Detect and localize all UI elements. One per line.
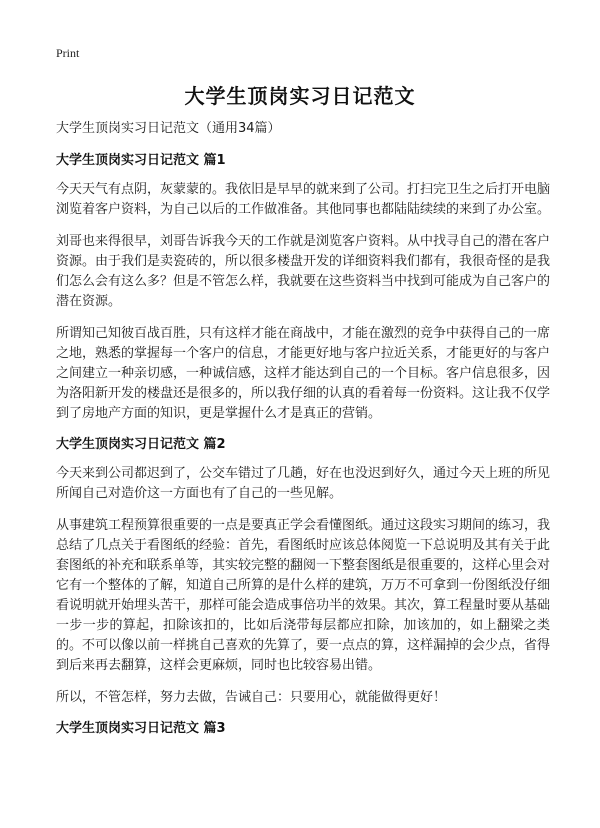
- paragraph: 所谓知己知彼百战百胜，只有这样才能在商战中，才能在激烈的竞争中获得自己的一席之地，熟悉的掌握每一个客户的信息，才能更好地与客户拉近关系，才能更好的与客户之间建立一种亲切感，一种诚信感，这样才能达到自己的一个目标。客户信息很多，因为洛阳新开发的楼盘还是很多的，所以我仔细的认真的看着每一份资料。这让我不仅学到了房地产方面的知识，更是掌握什么才是真正的营销。: [56, 326, 551, 421]
- paragraph: 所以，不管怎样，努力去做，告诫自己：只要用心，就能做得更好！: [56, 690, 447, 705]
- document-subtitle: 大学生顶岗实习日记范文（通用34篇）: [56, 121, 281, 136]
- section-heading-3: 大学生顶岗实习日记范文 篇3: [56, 721, 226, 736]
- document-body: [56, 120, 550, 748]
- section-heading-2: 大学生顶岗实习日记范文 篇2: [56, 437, 226, 452]
- paragraph: 今天天气有点阴，灰蒙蒙的。我依旧是早早的就来到了公司。打扫完卫生之后打开电脑浏览着客户资料，为自己以后的工作做准备。其他同事也都陆陆续续的来到了办公室。: [56, 182, 551, 217]
- print-label: Print: [56, 46, 80, 60]
- page-title: 大学生顶岗实习日记范文: [184, 84, 416, 108]
- section-heading-1: 大学生顶岗实习日记范文 篇1: [56, 153, 226, 168]
- paragraph: 今天来到公司都迟到了，公交车错过了几趟，好在也没迟到好久，通过今天上班的所见所闻自己对造价这一方面也有了自己的一些见解。: [56, 466, 551, 501]
- paragraph: 从事建筑工程预算很重要的一点是要真正学会看懂图纸。通过这段实习期间的练习，我总结了几点关于看图纸的经验：首先，看图纸时应该总体阅览一下总说明及其有关于此套图纸的补充和联系单等，其实较完整的翻阅一下整套图纸是很重要的，这样心里会对它有一个整体的了解，知道自己所算的是什么样的建筑，万万不可拿到一份图纸没仔细看说明就开始埋头苦干，那样可能会造成事倍功半的效果。其次，算工程量时要从基础一步一步的算起，扣除该扣的，比如后浇带每层都应扣除，加该加的，如上翻梁之类的。不可以像以前一样挑自己喜欢的先算了，要一点点的算，这样漏掉的会少点，省得到后来再去翻算，这样会更麻烦，同时也比较容易出错。: [56, 518, 551, 673]
- paragraph: 刘哥也来得很早，刘哥告诉我今天的工作就是浏览客户资料。从中找寻自己的潜在客户资源。由于我们是卖瓷砖的，所以很多楼盘开发的详细资料我们都有，我很奇怪的是我们怎么会有这么多？但是不管怎么样，我就要在这些资料当中找到可能成为自己客户的潜在资源。: [56, 234, 551, 309]
